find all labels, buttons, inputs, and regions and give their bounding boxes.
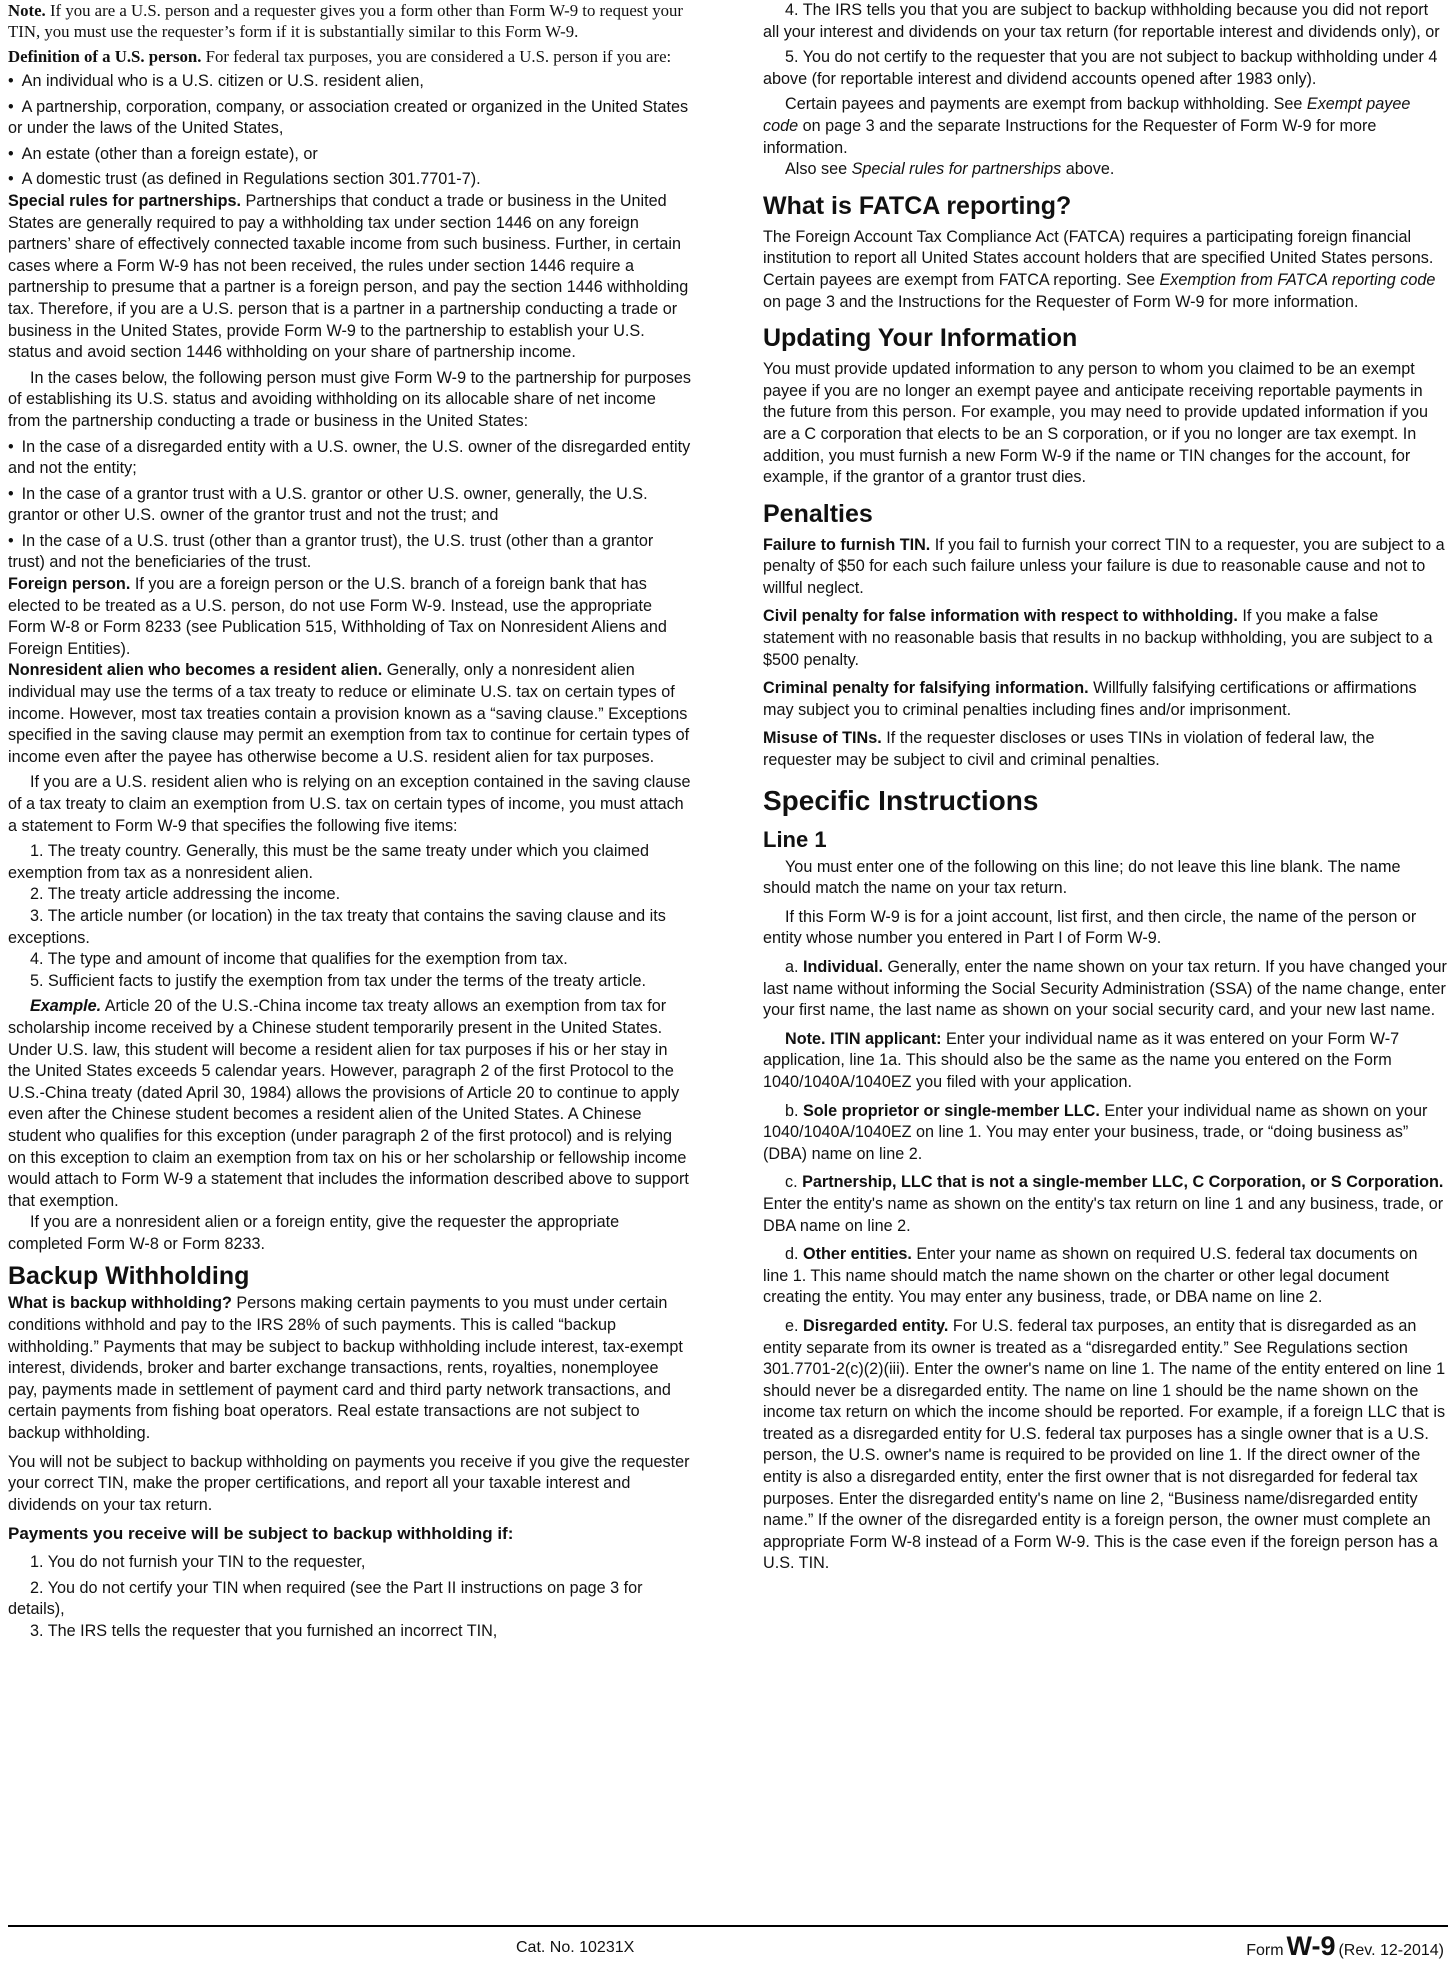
updating-title: Updating Your Information (763, 324, 1078, 353)
foreign-person-text: If you are a foreign person or the U.S. branch of a foreign bank that has elected to be treated as a U.S. person, do not use Form W-9. Instead, use the appropriate Form W-8 or Form 8233 (see Publication 515, Withholding of Tax on Nonresident Aliens and Foreign Entities). (8, 575, 667, 658)
resident-alien-paragraph: If you are a U.S. resident alien who is relying on an exception contained in the saving clause of a tax treaty to claim an exemption from U.S. tax on certain types of income, you must attach a statement to Form W-9 that specifies the following five items: (8, 773, 691, 835)
treaty-item: 1. The treaty country. Generally, this must be the same treaty under which you claimed exemption from tax as a nonresident alien. (8, 842, 650, 882)
certain-payees-paragraph (763, 94, 1447, 159)
definition-text: For federal tax purposes, you are considered a U.S. person if you are: (201, 47, 672, 66)
note-paragraph (8, 0, 692, 42)
fatca-title: What is FATCA reporting? (763, 191, 1072, 220)
item-letter: a. (785, 958, 803, 976)
subject-item: 3. The IRS tells the requester that you furnished an incorrect TIN, (30, 1621, 498, 1640)
left-column (8, 0, 692, 1642)
partnership-heading: Partnership, LLC that is not a single-member LLC, C Corporation, or S Corporation. (802, 1173, 1444, 1192)
other-entities-text: Enter your name as shown on required U.S. federal tax documents on line 1. This name should match the name shown on the charter or other legal document creating the entity. You may enter any business, trade, or DBA name on line 2. (763, 1245, 1418, 1307)
nonresident-text: Generally, only a nonresident alien individual may use the terms of a tax treaty to reduce or eliminate U.S. tax on certain types of income. However, most tax treaties contain a provision known as a “saving clause.” Exceptions specified in the saving clause may permit an exemption from tax to continue for certain types of income even after the payee has otherwise become a U.S. resident alien for tax purposes. (8, 661, 690, 766)
nonresident-paragraph (8, 660, 692, 768)
penalties-title: Penalties (763, 499, 873, 528)
what-is-heading: What is backup withholding? (8, 1294, 232, 1313)
civil-text: If you make a false statement with no reasonable basis that results in no backup withholding, you are subject to a $500 penalty. (763, 607, 1433, 669)
cases-bullet: • In the case of a U.S. trust (other than a grantor trust), the U.S. trust (other than a grantor trust) and not the beneficiaries of the trust. (8, 531, 692, 574)
form-label: Form (1246, 1942, 1284, 1959)
fatca-code-ref: Exemption from FATCA reporting code (1159, 270, 1436, 289)
us-person-bullet: • An individual who is a U.S. citizen or U.S. resident alien, (8, 71, 692, 93)
definition-paragraph (8, 46, 692, 67)
failure-heading: Failure to furnish TIN. (763, 535, 931, 554)
form-revision: (Rev. 12-2014) (1338, 1942, 1444, 1959)
nonresident-heading: Nonresident alien who becomes a resident alien. (8, 661, 383, 680)
example-paragraph (8, 996, 692, 1212)
special-rules-heading: Special rules for partnerships. (8, 191, 241, 210)
disregarded-entity-text: For U.S. federal tax purposes, an entity that is disregarded as an entity separate from its owner is treated as a “disregarded entity.” See Regulations section 301.7701-2(c)(2)(iii). Enter the owner's name on line 1. The name of the entity entered on line 1 should never be a disregarded entity. The name on line 1 should be the name shown on the income tax return on which the income should be reported. For example, if a foreign LLC that is treated as a disregarded entity for U.S. federal tax purposes has a single owner that is a U.S. person, the U.S. owner's name is required to be provided on line 1. If the direct owner of the entity is also a disregarded entity, enter the first owner that is not disregarded for federal tax purposes. Enter the disregarded entity's name on line 2, “Business name/disregarded entity name.” If the owner of the disregarded entity is a foreign person, the owner must complete an appropriate Form W-8 instead of a Form W-9. This is the case even if the foreign person has a U.S. TIN. (763, 1316, 1446, 1573)
treaty-item: 2. The treaty article addressing the income. (30, 885, 341, 904)
subject-item: 2. You do not certify your TIN when required (see the Part II instructions on page 3 for details), (8, 1578, 643, 1619)
subject-item: 4. The IRS tells you that you are subject to backup withholding because you did not report all your interest and dividends on your tax return (for reportable interest and dividends only), or (763, 1, 1440, 41)
foreign-person-paragraph (8, 574, 692, 660)
what-is-text: Persons making certain payments to you must under certain conditions withhold and pay to the IRS 28% of such payments. This is called “backup withholding.” Payments that may be subject to backup withholding include interest, tax-exempt interest, dividends, broker and barter exchange transactions, rents, royalties, nonemployee pay, payments made in settlement of payment card and third party network transactions, and certain payments from fishing boat operators. Real estate transactions are not subject to backup withholding. (8, 1294, 683, 1443)
special-rules-text: Partnerships that conduct a trade or business in the United States are generally required to pay a withholding tax under section 1446 on any foreign partners’ share of effectively connected taxable income from such business. Further, in certain cases where a Form W-9 has not been received, the rules under section 1446 require a partnership to presume that a partner is a foreign person, and pay the section 1446 withholding tax. Therefore, if you are a U.S. person that is a partner in a partnership conducting a trade or business in the United States, provide Form W-9 to the partnership to establish your U.S. status and avoid section 1446 withholding on your share of partnership income. (8, 191, 689, 362)
individual-heading: Individual. (803, 958, 884, 976)
partnership-text: Enter the entity's name as shown on the entity's tax return on line 1 and any business, trade, or DBA name on line 2. (763, 1194, 1444, 1235)
item-letter: e. (785, 1316, 803, 1335)
misuse-heading: Misuse of TINs. (763, 729, 882, 748)
updating-paragraph: You must provide updated information to any person to whom you claimed to be an exempt payee if you are no longer an exempt payee and anticipate receiving reportable payments in the future from this person. For example, you may need to provide updated information if you are a C corporation that elects to be an S corporation, or if you no longer are tax exempt. In addition, you must furnish a new Form W-9 if the name or TIN changes for the account, for example, if the grantor of a grantor trust dies. (763, 360, 1428, 487)
definition-heading: Definition of a U.S. person. (8, 47, 202, 66)
disregarded-entity-heading: Disregarded entity. (803, 1316, 949, 1335)
us-person-bullet: • A domestic trust (as defined in Regulations section 301.7701-7). (8, 169, 692, 191)
disregarded-entity-paragraph (763, 1316, 1447, 1575)
partnership-paragraph (763, 1172, 1447, 1237)
payments-subject-heading: Payments you receive will be subject to backup withholding if: (8, 1524, 514, 1544)
note-label: Note. (785, 1029, 826, 1048)
item-letter: b. (785, 1101, 803, 1120)
subject-item: 1. You do not furnish your TIN to the requester, (30, 1553, 366, 1571)
line1-paragraph: If this Form W-9 is for a joint account, list first, and then circle, the name of the person or entity whose number you entered in Part I of Form W-9. (763, 907, 1417, 948)
certain-payees-text-end: on page 3 and the separate Instructions for the Requester of Form W-9 for more information. (763, 116, 1377, 157)
specific-instructions-title: Specific Instructions (763, 784, 1039, 816)
also-see-paragraph (763, 159, 1447, 181)
also-see-text: Also see (785, 160, 852, 179)
misuse-paragraph (763, 728, 1447, 771)
also-see-text-end: above. (1061, 160, 1115, 179)
us-person-bullet: • A partnership, corporation, company, or association created or organized in the United States or under the laws of the United States, (8, 97, 692, 140)
civil-heading: Civil penalty for false information with respect to withholding. (763, 607, 1238, 626)
treaty-item: 4. The type and amount of income that qualifies for the exemption from tax. (30, 950, 568, 969)
itin-heading: ITIN applicant: (825, 1029, 942, 1048)
fatca-paragraph (763, 227, 1447, 313)
special-rules-ref: Special rules for partnerships (851, 160, 1062, 179)
page-footer (8, 1925, 1448, 1964)
sole-proprietor-text: Enter your individual name as shown on your 1040/1040A/1040EZ on line 1. You may enter your business, trade, or “doing business as” (DBA) name on line 2. (763, 1101, 1428, 1163)
failure-paragraph (763, 535, 1447, 600)
itin-note-paragraph (763, 1029, 1447, 1094)
right-column (763, 0, 1447, 1575)
item-letter: c. (785, 1173, 803, 1192)
us-person-bullet: • An estate (other than a foreign estate), or (8, 144, 692, 166)
note-text: If you are a U.S. person and a requester gives you a form other than Form W-9 to request your TIN, you must use the requester’s form if it is substantially similar to this Form W-9. (8, 1, 683, 41)
cases-bullet: • In the case of a disregarded entity with a U.S. owner, the U.S. owner of the disregarded entity and not the entity; (8, 437, 692, 480)
line1-paragraph: You must enter one of the following on this line; do not leave this line blank. The name should match the name on your tax return. (763, 857, 1401, 898)
catalog-number: Cat. No. 10231X (516, 1939, 635, 1956)
fatca-text-end: on page 3 and the Instructions for the Requester of Form W-9 for more information. (763, 292, 1359, 311)
item-letter: d. (785, 1245, 803, 1264)
cases-intro: In the cases below, the following person must give Form W-9 to the partnership for purposes of establishing its U.S. status and avoiding withholding on its allocable share of net income from the partnership conducting a trade or business in the United States: (8, 368, 692, 430)
civil-paragraph (763, 606, 1447, 671)
treaty-item: 5. Sufficient facts to justify the exemption from tax under the terms of the treaty article. (30, 971, 647, 990)
example-text: Article 20 of the U.S.-China income tax treaty allows an exemption from tax for scholarship income received by a Chinese student temporarily present in the United States. Under U.S. law, this student will become a resident alien for tax purposes if his or her stay in the United States exceeds 5 calendar years. However, paragraph 2 of the first Protocol to the U.S.-China treaty (dated April 30, 1984) allows the provisions of Article 20 to continue to apply even after the Chinese student becomes a resident alien of the United States. A Chinese student who qualifies for this exception (under paragraph 2 of the first protocol) and is relying on this exception to claim an exemption from tax on his or her scholarship or fellowship income would attach to Form W-9 a statement that includes the information described above to support that exemption. (8, 997, 689, 1210)
criminal-paragraph (763, 678, 1447, 721)
subject-item: 5. You do not certify to the requester that you are not subject to backup withholding under 4 above (for reportable interest and dividend accounts opened after 1983 only). (763, 48, 1438, 88)
individual-text: Generally, enter the name shown on your tax return. If you have changed your last name without informing the Social Security Administration (SSA) of the name change, enter your first name, the last name as shown on your social security card, and your new last name. (763, 958, 1447, 1020)
sole-proprietor-paragraph (763, 1101, 1447, 1166)
note-label: Note. (8, 1, 46, 20)
special-rules-paragraph (8, 191, 692, 364)
exempt-payee-code-ref: Exempt payee code (763, 95, 1411, 135)
criminal-text: Willfully falsifying certifications or affirmations may subject you to criminal penalties including fines and/or imprisonment. (763, 679, 1417, 719)
example-label: Example. (30, 997, 102, 1016)
what-is-paragraph (8, 1293, 692, 1444)
certain-payees-text: Certain payees and payments are exempt from backup withholding. See (785, 95, 1307, 114)
individual-paragraph (763, 957, 1447, 1022)
nonresident-foreign-paragraph: If you are a nonresident alien or a foreign entity, give the requester the appropriate completed Form W-8 or Form 8233. (8, 1213, 620, 1253)
itin-text: Enter your individual name as it was entered on your Form W-7 application, line 1a. This should also be the same as the name you entered on the Form 1040/1040A/1040EZ you filed with your application. (763, 1029, 1400, 1091)
other-entities-heading: Other entities. (803, 1245, 912, 1264)
misuse-text: If the requester discloses or uses TINs in violation of federal law, the requester may be subject to civil and criminal penalties. (763, 729, 1375, 770)
criminal-heading: Criminal penalty for falsifying information. (763, 679, 1089, 698)
sole-proprietor-heading: Sole proprietor or single-member LLC. (803, 1101, 1100, 1120)
backup-withholding-title: Backup Withholding (8, 1262, 250, 1291)
form-name: W-9 (1286, 1931, 1336, 1961)
foreign-person-heading: Foreign person. (8, 575, 131, 594)
failure-text: If you fail to furnish your correct TIN to a requester, you are subject to a penalty of $50 for each such failure unless your failure is due to reasonable cause and not to willful neglect. (763, 535, 1445, 597)
form-identifier (1246, 1931, 1444, 1962)
not-subject-paragraph: You will not be subject to backup withholding on payments you receive if you give the requester your correct TIN, make the proper certifications, and report all your taxable interest and dividends on your tax return. (8, 1452, 690, 1514)
line1-title: Line 1 (763, 826, 827, 852)
fatca-text: The Foreign Account Tax Compliance Act (FATCA) requires a participating foreign financial institution to report all United States account holders that are specified United States persons. Certain payees are exempt from FATCA reporting. See (763, 227, 1434, 289)
cases-bullet: • In the case of a grantor trust with a U.S. grantor or other U.S. owner, generally, the U.S. grantor or other U.S. owner of the grantor trust and not the trust; and (8, 484, 692, 527)
treaty-item: 3. The article number (or location) in the tax treaty that contains the saving clause and its exceptions. (8, 906, 666, 947)
other-entities-paragraph (763, 1244, 1447, 1309)
